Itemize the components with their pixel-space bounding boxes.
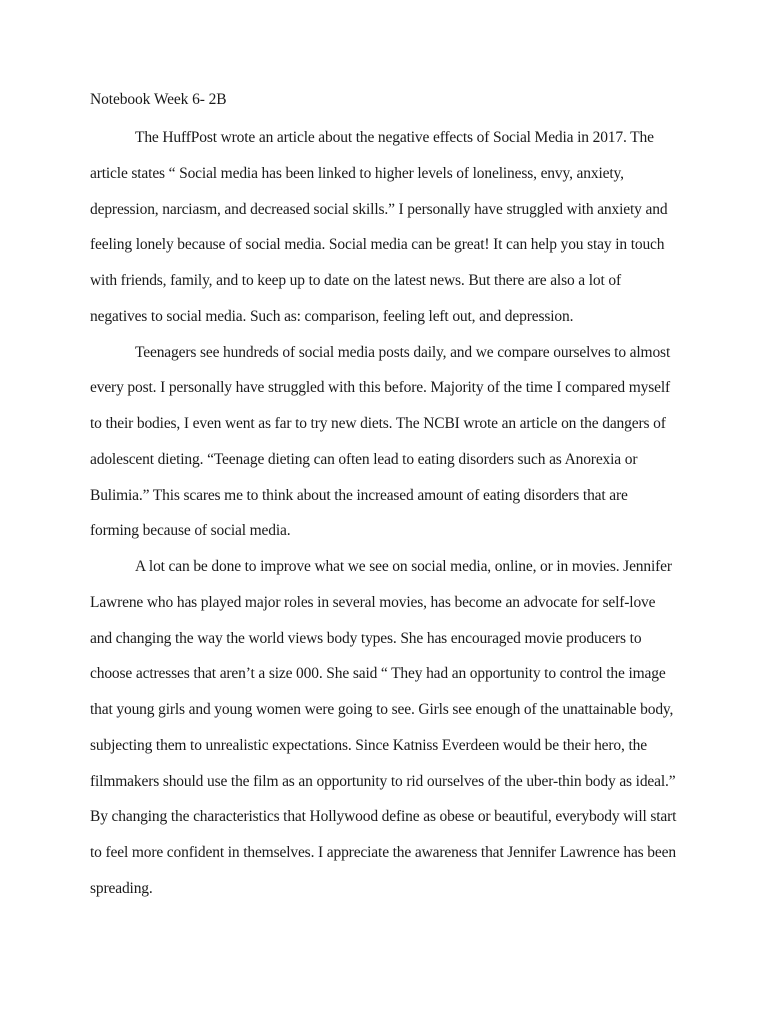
paragraph-line: A lot can be done to improve what we see on social media, online, or in movies. Jennifer: [135, 558, 672, 575]
paragraph-line: depression, narciasm, and decreased social skills.” I personally have struggled with anxiety and: [90, 201, 668, 218]
paragraph-line: spreading.: [90, 880, 153, 897]
paragraph-line: Bulimia.” This scares me to think about the increased amount of eating disorders that are: [90, 487, 628, 504]
paragraph-line: By changing the characteristics that Hollywood define as obese or beautiful, everybody will start: [90, 808, 677, 825]
paragraph-line: Teenagers see hundreds of social media posts daily, and we compare ourselves to almost: [135, 344, 671, 361]
paragraph-line: to their bodies, I even went as far to try new diets. The NCBI wrote an article on the dangers of: [90, 415, 666, 432]
paragraph-line: with friends, family, and to keep up to date on the latest news. But there are also a lot of: [90, 272, 621, 289]
paragraph-line: every post. I personally have struggled with this before. Majority of the time I compared myself: [90, 379, 671, 396]
paragraph-line: Lawrene who has played major roles in several movies, has become an advocate for self-love: [90, 594, 656, 611]
paragraph-line: forming because of social media.: [90, 522, 291, 539]
paragraph-line: to feel more confident in themselves. I appreciate the awareness that Jennifer Lawrence has been: [90, 844, 676, 861]
paragraph-line: choose actresses that aren’t a size 000. She said “ They had an opportunity to control the image: [90, 665, 666, 682]
paragraph-line: subjecting them to unrealistic expectations. Since Katniss Everdeen would be their hero, the: [90, 737, 647, 754]
document-heading: Notebook Week 6- 2B: [90, 91, 227, 108]
paragraph-line: adolescent dieting. “Teenage dieting can often lead to eating disorders such as Anorexia or: [90, 451, 638, 468]
paragraph-line: The HuffPost wrote an article about the negative effects of Social Media in 2017. The: [135, 129, 654, 146]
paragraph-line: article states “ Social media has been linked to higher levels of loneliness, envy, anxiety,: [90, 165, 624, 182]
paragraph-line: that young girls and young women were going to see. Girls see enough of the unattainable body,: [90, 701, 674, 718]
paragraph-line: negatives to social media. Such as: comparison, feeling left out, and depression.: [90, 308, 574, 325]
paragraph-line: and changing the way the world views body types. She has encouraged movie producers to: [90, 630, 642, 647]
paragraph-line: filmmakers should use the film as an opportunity to rid ourselves of the uber-thin body as ideal.”: [90, 773, 676, 790]
paragraph-line: feeling lonely because of social media. Social media can be great! It can help you stay in touch: [90, 236, 665, 253]
